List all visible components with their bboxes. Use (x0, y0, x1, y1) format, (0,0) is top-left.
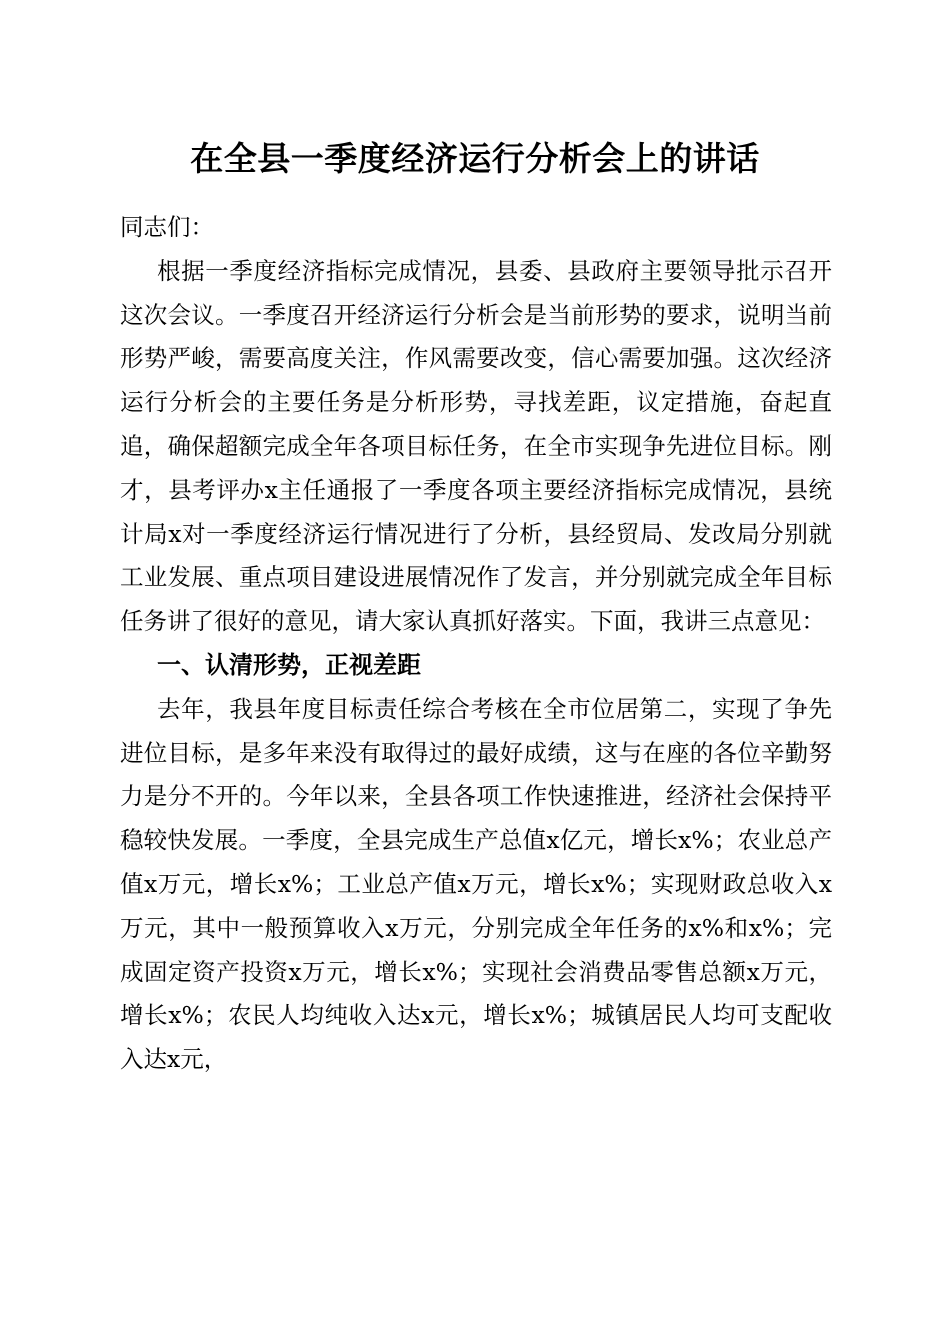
document-title: 在全县一季度经济运行分析会上的讲话 (190, 139, 760, 178)
document-body (120, 206, 832, 1082)
salutation: 同志们： (120, 213, 214, 241)
paragraph-intro: 根据一季度经济指标完成情况，县委、县政府主要领导批示召开这次会议。一季度召开经济运行分析会是当前形势的要求，说明当前形势严峻，需要高度关注，作风需要改变，信心需要加强。这次经济运行分析会的主要任务是分析形势，寻找差距，议定措施，奋起直追，确保超额完成全年各项目标任务，在全市实现争先进位目标。刚才，县考评办x主任通报了一季度各项主要经济指标完成情况，县统计局x对一季度经济运行情况进行了分析，县经贸局、发改局分别就工业发展、重点项目建设进展情况作了发言，并分别就完成全年目标任务讲了很好的意见，请大家认真抓好落实。下面，我讲三点意见： (120, 256, 832, 636)
paragraph-section-1: 去年，我县年度目标责任综合考核在全市位居第二，实现了争先进位目标，是多年来没有取得过的最好成绩，这与在座的各位辛勤努力是分不开的。今年以来，全县各项工作快速推进，经济社会保持平稳较快发展。一季度，全县完成生产总值x亿元，增长x%；农业总产值x万元，增长x%；工业总产值x万元，增长x%；实现财政总收入x万元，其中一般预算收入x万元，分别完成全年任务的x%和x%；完成固定资产投资x万元，增长x%；实现社会消费品零售总额x万元，增长x%；农民人均纯收入达x元，增长x%；城镇居民人均可支配收入达x元， (120, 694, 832, 1074)
section-heading-1: 一、认清形势，正视差距 (157, 650, 421, 679)
